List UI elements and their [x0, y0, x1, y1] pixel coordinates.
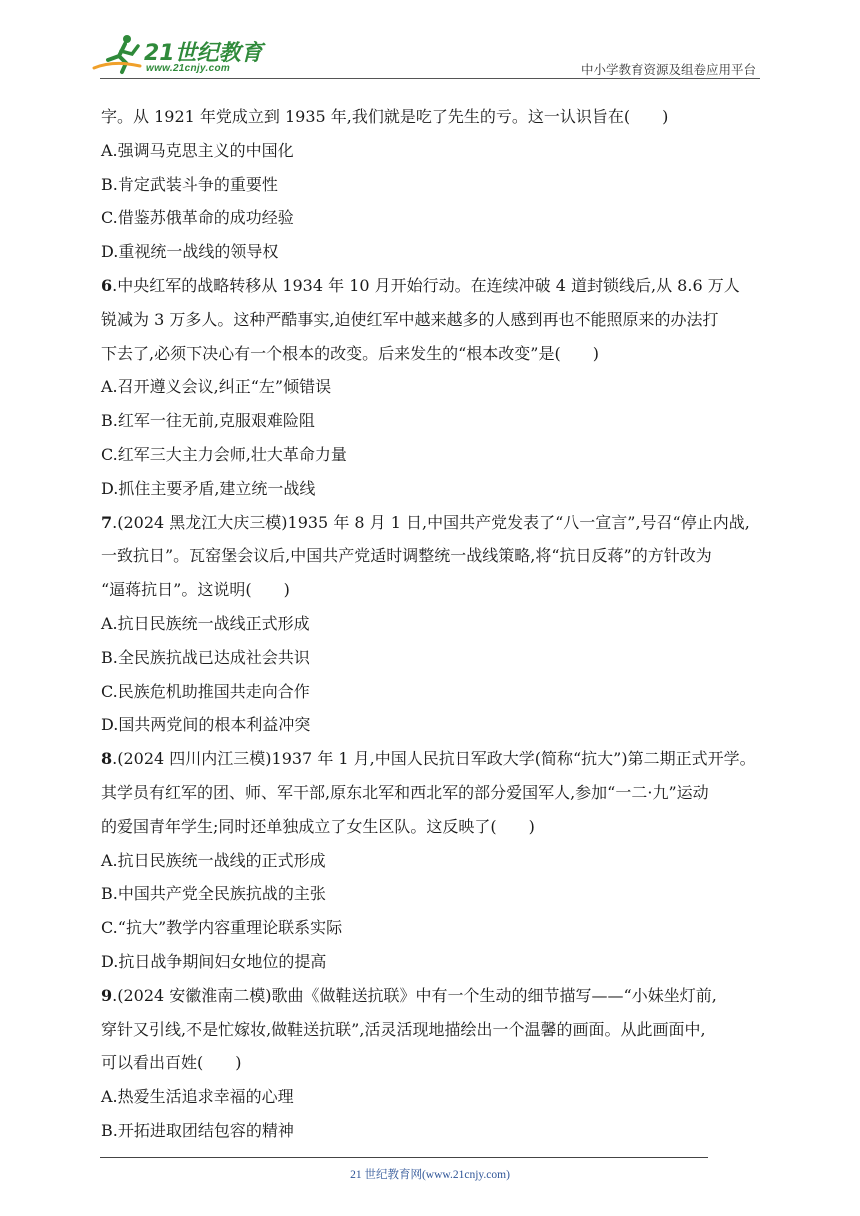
question-stem-line	[101, 810, 761, 844]
answer-option: C.民族危机助推国共走向合作	[101, 681, 310, 701]
answer-option: A.抗日民族统一战线的正式形成	[101, 850, 326, 870]
question-block	[101, 742, 761, 979]
question-stem-line	[101, 979, 761, 1013]
question-stem-line	[101, 269, 761, 303]
answer-option: C.红军三大主力会师,壮大革命力量	[101, 444, 347, 464]
answer-option: B.肯定武装斗争的重要性	[101, 174, 278, 194]
footer-text: 21 世纪教育网(www.21cnjy.com)	[350, 1169, 510, 1181]
question-stem-line	[101, 1046, 761, 1080]
answer-option: A.热爱生活追求幸福的心理	[101, 1087, 294, 1107]
question-stem-text: 穿针又引线,不是忙嫁妆,做鞋送抗联”,活灵活现地描绘出一个温馨的画面。从此画面中,	[101, 1019, 706, 1039]
runner-icon	[94, 35, 140, 72]
answer-option: B.中国共产党全民族抗战的主张	[101, 884, 326, 904]
question-block	[101, 269, 761, 506]
question-stem-text: “逼蒋抗日”。这说明( )	[101, 580, 290, 600]
question-stem-text: .(2024 黑龙江大庆三模)1935 年 8 月 1 日,中国共产党发表了“八一宣言”,号召“停止内战,	[112, 512, 750, 532]
platform-title: 中小学教育资源及组卷应用平台	[580, 63, 756, 77]
question-block	[101, 979, 761, 1148]
question-stem-text: 可以看出百姓( )	[101, 1053, 242, 1073]
question-stem-text: .(2024 四川内江三模)1937 年 1 月,中国人民抗日军政大学(简称“抗大”)第二期正式开学。	[112, 749, 756, 769]
question-number: 9	[101, 985, 113, 1005]
page-header	[0, 0, 860, 84]
question-stem-line	[101, 100, 761, 134]
answer-option: D.抓住主要矛盾,建立统一战线	[101, 478, 316, 498]
question-stem-text: 锐减为 3 万多人。这种严酷事实,迫使红军中越来越多的人感到再也不能照原来的办法打	[101, 309, 719, 329]
logo-wordmark: 21世纪教育	[144, 41, 263, 66]
question-stem-text: 的爱国青年学生;同时还单独成立了女生区队。这反映了( )	[101, 816, 535, 836]
question-stem-line	[101, 742, 761, 776]
answer-option: B.红军一往无前,克服艰难险阻	[101, 411, 315, 431]
question-list	[101, 100, 761, 1148]
header-divider	[100, 78, 760, 79]
question-stem-line	[101, 539, 761, 573]
question-number: 7	[101, 512, 113, 532]
question-stem-line	[101, 776, 761, 810]
question-stem-text: 一致抗日”。瓦窑堡会议后,中国共产党适时调整统一战线策略,将“抗日反蒋”的方针改为	[101, 546, 712, 566]
answer-option: D.国共两党间的根本利益冲突	[101, 715, 311, 735]
answer-option: A.召开遵义会议,纠正“左”倾错误	[101, 377, 332, 397]
question-number: 8	[101, 749, 113, 769]
question-stem-line	[101, 1013, 761, 1047]
question-block	[101, 100, 761, 269]
question-stem-text: .(2024 安徽淮南二模)歌曲《做鞋送抗联》中有一个生动的细节描写——“小妹坐灯前,	[112, 985, 717, 1005]
question-number: 6	[101, 275, 113, 295]
question-stem-line	[101, 573, 761, 607]
question-stem-text: 下去了,必须下决心有一个根本的改变。后来发生的“根本改变”是( )	[101, 343, 599, 363]
footer-divider	[100, 1157, 708, 1158]
question-stem-line	[101, 337, 761, 371]
question-stem-text: 字。从 1921 年党成立到 1935 年,我们就是吃了先生的亏。这一认识旨在( )	[101, 107, 669, 126]
question-stem-line	[101, 506, 761, 540]
answer-option: C.“抗大”教学内容重理论联系实际	[101, 918, 343, 938]
answer-option: B.全民族抗战已达成社会共识	[101, 647, 310, 667]
answer-option: A.抗日民族统一战线正式形成	[101, 613, 310, 633]
logo-url: www.21cnjy.com	[146, 63, 231, 74]
question-stem-line	[101, 303, 761, 337]
question-stem-text: .中央红军的战略转移从 1934 年 10 月开始行动。在连续冲破 4 道封锁线后,从 8.6 万人	[112, 275, 740, 295]
answer-option: D.抗日战争期间妇女地位的提高	[101, 951, 327, 971]
answer-option: A.强调马克思主义的中国化	[101, 140, 294, 160]
answer-option: D.重视统一战线的领导权	[101, 242, 279, 262]
answer-option: C.借鉴苏俄革命的成功经验	[101, 208, 294, 228]
question-stem-text: 其学员有红军的团、师、军干部,原东北军和西北军的部分爱国军人,参加“一二·九”运动	[101, 782, 709, 802]
question-block	[101, 506, 761, 743]
answer-option: B.开拓进取团结包容的精神	[101, 1120, 294, 1140]
